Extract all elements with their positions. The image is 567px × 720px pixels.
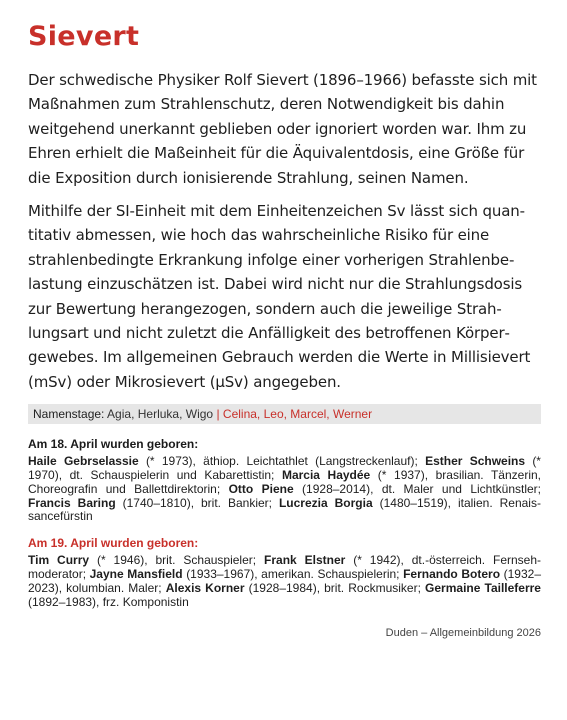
namedays-separator: | bbox=[216, 407, 220, 422]
person-info: (1480–1519), italien. Renaissancefürstin bbox=[28, 495, 541, 524]
births-list bbox=[28, 554, 541, 609]
person-info: (* 1973), äthiop. Leichtathlet (Langstreckenlauf); bbox=[145, 454, 418, 469]
person-info: (* 1942), dt.-österreich. Fernsehmoderator; bbox=[28, 553, 542, 582]
person-name: Lucrezia Borgia bbox=[278, 495, 373, 510]
source-footer: Duden – Allgemeinbildung 2026 bbox=[385, 627, 541, 639]
person-info: (* 1937), brasilian. Tänzerin, Choreografin und Ballettdirektorin; bbox=[28, 468, 541, 496]
namedays-label: Namenstage: bbox=[33, 407, 105, 422]
person-info: (* 1970), dt. Schauspielerin und Kabarettistin; bbox=[28, 454, 541, 483]
person-info: (1928–1984), brit. Rockmusiker; bbox=[248, 580, 421, 595]
births-heading: Am 19. April wurden geboren: bbox=[28, 536, 199, 551]
person-name: Esther Schweins bbox=[425, 454, 526, 469]
namedays-male: Celina, Leo, Marcel, Werner bbox=[222, 407, 373, 422]
births-list bbox=[28, 455, 541, 524]
person-name: Alexis Korner bbox=[165, 580, 245, 595]
person-name: Frank Elstner bbox=[264, 553, 346, 568]
person-info: (1933–1967), amerikan. Schauspielerin; bbox=[186, 567, 400, 582]
person-name: Fernando Botero bbox=[403, 567, 501, 582]
person-name: Marcia Haydée bbox=[281, 468, 371, 483]
person-info: (1928–2014), dt. Maler und Lichtkünstler; bbox=[302, 481, 542, 496]
births-section-april-18 bbox=[28, 437, 541, 524]
detail-paragraph: Mithilfe der SI-Einheit mit dem Einheitenzeichen Sv lässt sich quantitativ abmessen, wie hoch das wahrscheinliche Risiko für eine strahlenbedingte Erkrankung infolge einer vorherigen Strahlenbelastung einzuschätzen ist. Dabei wird nicht nur die Strahlungsdosis zur Bewertung herangezogen, sondern auch die jeweilige Strahlungsart und nicht zuletzt die Anfälligkeit des betroffenen Körpergewebes. Im allgemeinen Gebrauch werden die Werte in Millisievert (mSv) oder Mikrosievert (µSv) angegeben. bbox=[28, 202, 531, 391]
person-name: Tim Curry bbox=[28, 553, 90, 568]
namedays-female: Agia, Herluka, Wigo bbox=[107, 407, 214, 422]
person-name: Germaine Tailleferre bbox=[425, 580, 541, 595]
person-name: Otto Piene bbox=[228, 481, 294, 496]
namedays-bar bbox=[28, 404, 541, 424]
person-name: Haile Gebrselassie bbox=[28, 454, 139, 469]
person-info: (1892–1983), frz. Komponistin bbox=[28, 594, 189, 609]
person-info: (1740–1810), brit. Bankier; bbox=[122, 495, 272, 510]
page-title: Sievert bbox=[28, 21, 140, 52]
births-section-april-19 bbox=[28, 536, 541, 609]
intro-paragraph: Der schwedische Physiker Rolf Sievert (1896–1966) befasste sich mit Maßnahmen zum Strahlenschutz, deren Notwendigkeit bis dahin weitgehend unerkannt geblieben oder ignoriert worden war. Ihm zu Ehren erhielt die Maßeinheit für die Äquivalentdosis, eine Größe für die Exposition durch ionisierende Strahlung, seinen Namen. bbox=[28, 71, 537, 187]
births-heading: Am 18. April wurden geboren: bbox=[28, 437, 199, 452]
person-info: (* 1946), brit. Schauspieler; bbox=[96, 553, 257, 568]
person-name: Jayne Mansfield bbox=[89, 567, 183, 582]
person-name: Francis Baring bbox=[28, 495, 116, 510]
person-info: (1932–2023), kolumbian. Maler; bbox=[28, 567, 541, 595]
